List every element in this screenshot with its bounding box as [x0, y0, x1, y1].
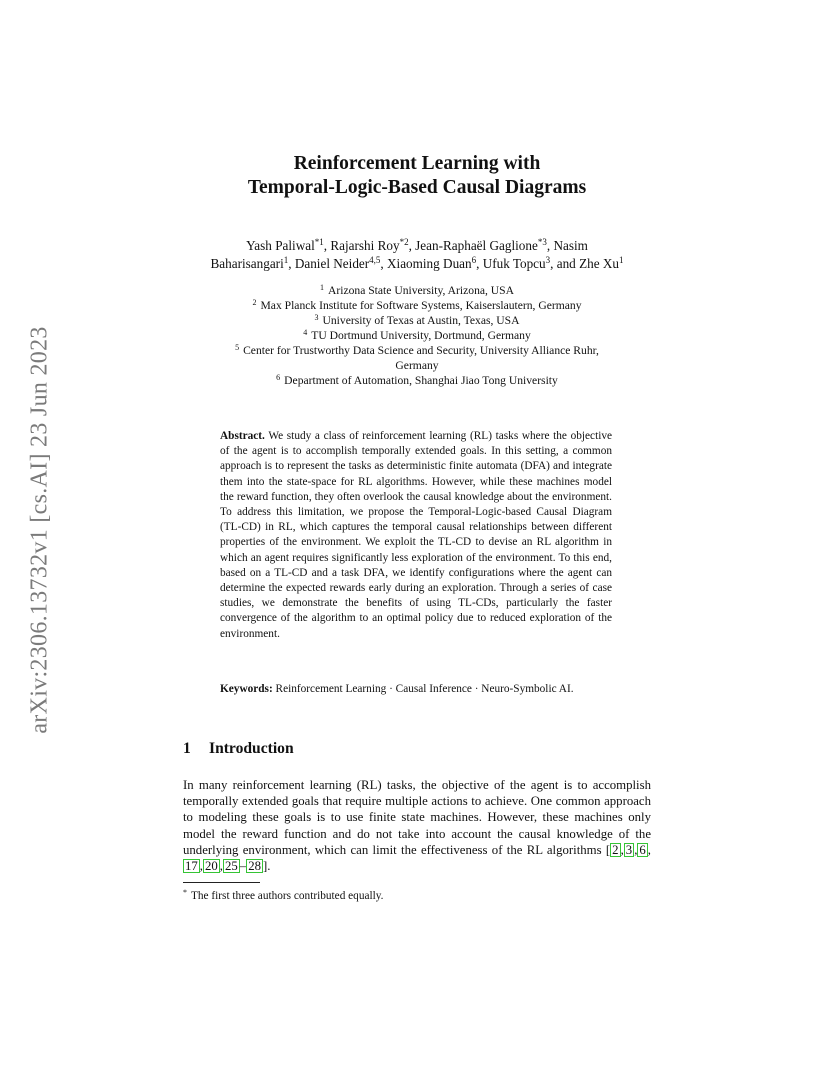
paper-title: [183, 152, 651, 200]
author-name: Daniel Neider: [294, 256, 370, 271]
intro-paragraph: [183, 777, 651, 874]
affiliation: [163, 328, 671, 343]
footnote-rule: [183, 882, 260, 883]
abstract: [220, 429, 612, 642]
author-name: Baharisangari: [210, 256, 284, 271]
author-name: Yash Paliwal: [246, 238, 315, 253]
footnote-text: The first three authors contributed equally.: [191, 890, 384, 902]
author-affil-mark: 6: [471, 255, 477, 265]
affiliation-text: Arizona State University, Arizona, USA: [328, 284, 514, 297]
citation-list: [ 2 , 3 , 6 ,17 , 20 , 25 – 28 ]: [185, 842, 651, 874]
affiliation: [163, 313, 671, 328]
author-sep: ,: [408, 238, 416, 253]
affiliation: [163, 373, 671, 388]
author-name: Jean-Raphaël Gaglione: [415, 238, 538, 253]
affiliation-list: [163, 283, 671, 388]
affiliation: [163, 298, 671, 313]
author-sep: ,: [323, 238, 331, 253]
affiliation: [163, 283, 671, 298]
affiliation-number: 3: [314, 313, 319, 322]
author-sep: ,: [380, 256, 387, 271]
affiliation-text: Max Planck Institute for Software Systems, Kaiserslautern, Germany: [260, 299, 582, 312]
author-affil-mark: *3: [537, 237, 547, 247]
author-affil-mark: 4,5: [369, 255, 381, 265]
author-name: Ufuk Topcu: [482, 256, 546, 271]
author-affil-mark: 1: [283, 255, 289, 265]
title-line-2: Temporal-Logic-Based Causal Diagrams: [247, 177, 587, 198]
author-affil-mark: *2: [399, 237, 409, 247]
author-affil-mark: 3: [545, 255, 551, 265]
affiliation-continuation: [163, 358, 671, 373]
author-line-1: [183, 237, 651, 255]
citation-link[interactable]: 3: [625, 842, 633, 857]
section-heading: [183, 740, 294, 758]
affiliation: [163, 343, 671, 358]
keywords-label: Keywords:: [220, 683, 273, 695]
citation-link[interactable]: 20: [205, 859, 218, 874]
author-name: Xiaoming Duan: [387, 256, 472, 271]
intro-text: In many reinforcement learning (RL) tasks, the objective of the agent is to accomplish temporally extended goals that require multiple actions to achieve. One common approach to modeling these goals is to use finite state machines. However, these machines only model the reward function and do not take into account the causal knowledge of the underlying environment, which can limit the effectiveness of the RL algorithms: [183, 778, 651, 857]
citation-link[interactable]: 17: [185, 859, 198, 874]
author-name: Rajarshi Roy: [330, 238, 400, 253]
intro-end: .: [267, 859, 271, 874]
title-line-1: Reinforcement Learning with: [293, 153, 541, 174]
affiliation-text: Germany: [395, 359, 439, 372]
author-name: Zhe Xu: [579, 256, 619, 271]
citation-link[interactable]: 28: [248, 859, 261, 874]
citation-link[interactable]: 6: [639, 842, 646, 857]
author-list: [183, 237, 651, 273]
author-sep: ,: [476, 256, 483, 271]
author-affil-mark: 1: [619, 255, 624, 265]
keywords: [220, 682, 612, 697]
author-line-2: [183, 255, 651, 273]
affiliation-text: University of Texas at Austin, Texas, USA: [322, 314, 520, 327]
citation-link[interactable]: 25: [225, 859, 238, 874]
affiliation-number: 4: [303, 328, 308, 337]
affiliation-number: 2: [252, 298, 257, 307]
affiliation-text: Department of Automation, Shanghai Jiao Tong University: [284, 374, 558, 387]
author-sep: ,: [288, 256, 295, 271]
affiliation-number: 1: [320, 283, 324, 292]
keywords-text: Reinforcement Learning · Causal Inference · Neuro-Symbolic AI.: [275, 683, 574, 695]
author-sep: , Nasim: [546, 238, 588, 253]
footnote-mark: *: [183, 888, 187, 897]
affiliation-number: 5: [235, 343, 240, 352]
abstract-text: We study a class of reinforcement learning (RL) tasks where the objective of the agent is to accomplish temporally extended goals. In this setting, a common approach is to represent the tasks as deterministic finite automata (DFA) and integrate them into the state-space for RL algorithms. However, while these machines model the reward function, they often overlook the causal knowledge about the environment. To address this limitation, we propose the Temporal-Logic-based Causal Diagram (TL-CD) in RL, which captures the temporal causal relationships between different properties of the environment. We exploit the TL-CD to devise an RL algorithm in which an agent requires significantly less exploration of the environment. To this end, based on a TL-CD and a task DFA, we identify configurations where the agent can determine the expected rewards early during an exploration. Through a series of case studies, we demonstrate the benefits of using TL-CDs, particularly the faster convergence of the algorithm to an optimal policy due to reduced exploration of the environment.: [220, 430, 613, 640]
section-number: 1: [183, 740, 191, 757]
footnote: [183, 886, 384, 903]
section-title: Introduction: [209, 740, 294, 757]
arxiv-stamp: arXiv:2306.13732v1 [cs.AI] 23 Jun 2023: [26, 326, 53, 734]
affiliation-text: Center for Trustworthy Data Science and Security, University Alliance Ruhr,: [243, 344, 599, 357]
author-affil-mark: *1: [314, 237, 324, 247]
abstract-label: Abstract.: [220, 430, 265, 442]
citation-link[interactable]: 2: [612, 842, 619, 857]
author-sep: , and: [550, 256, 580, 271]
affiliation-number: 6: [276, 373, 281, 382]
affiliation-text: TU Dortmund University, Dortmund, Germany: [311, 329, 531, 342]
